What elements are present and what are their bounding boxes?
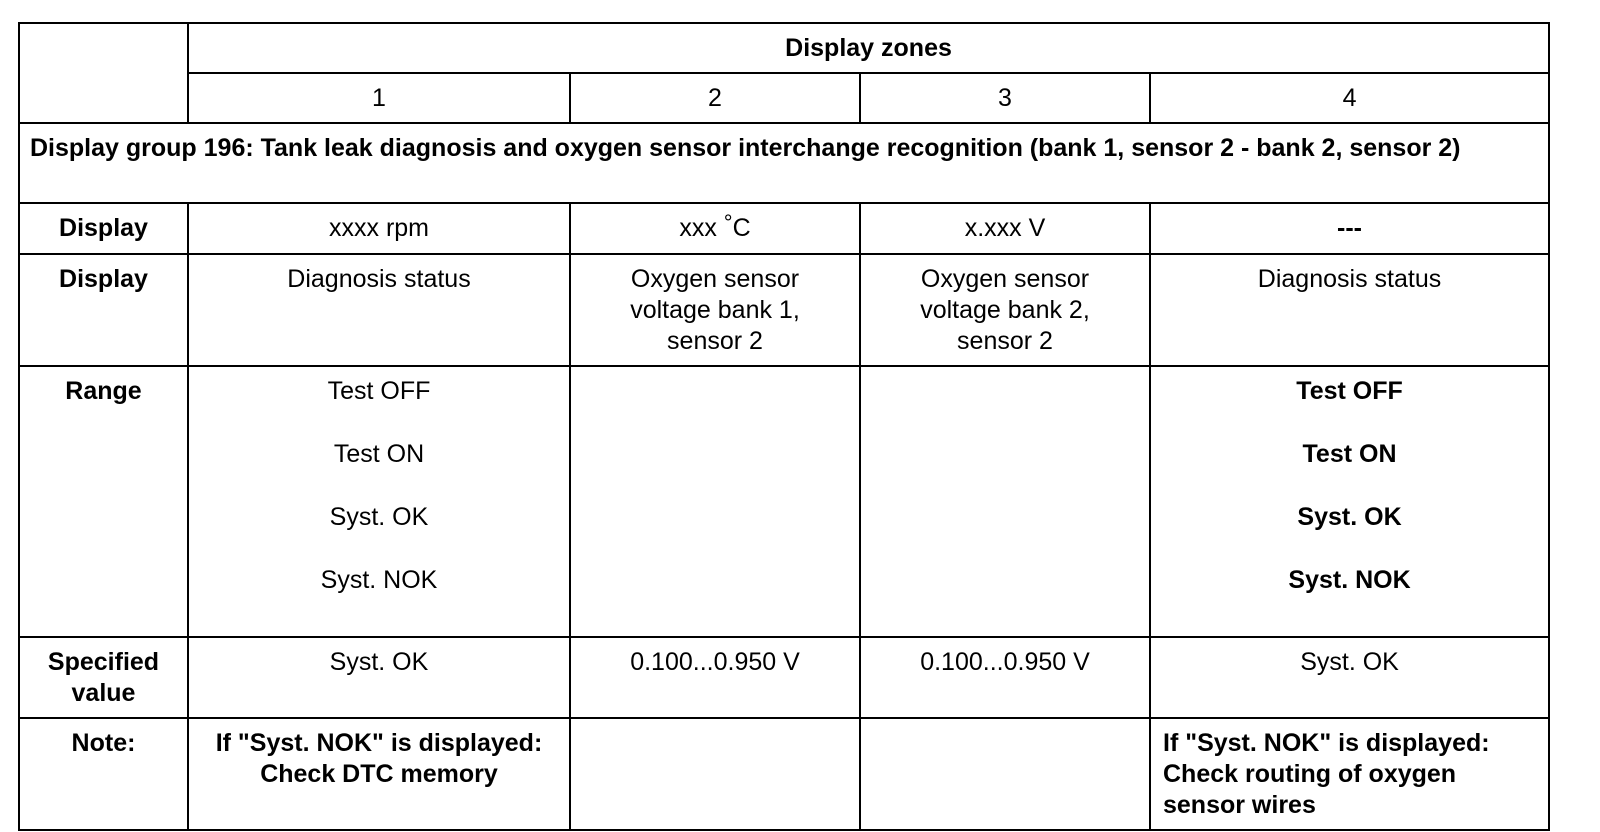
note-zone-3 (860, 718, 1150, 830)
row-label-note: Note: (19, 718, 188, 830)
zone-number-3: 3 (860, 73, 1150, 123)
display-desc-zone-4: Diagnosis status (1150, 254, 1549, 366)
temp-placeholder: xxx (679, 214, 717, 242)
specified-row (19, 637, 1549, 718)
display-desc-zone-2: Oxygen sensor voltage bank 1, sensor 2 (570, 254, 860, 366)
display-zones-header: Display zones (188, 23, 1549, 73)
row-label-range: Range (19, 366, 188, 637)
range-zone-4 (1150, 366, 1549, 637)
note-line: Check DTC memory (260, 760, 498, 788)
zone-number-4: 4 (1150, 73, 1549, 123)
specified-zone-1: Syst. OK (188, 637, 570, 718)
note-zone-4: If "Syst. NOK" is displayed: Check routing of oxygen sensor wires (1150, 718, 1549, 830)
specified-zone-3: 0.100...0.950 V (860, 637, 1150, 718)
note-line: If "Syst. NOK" is displayed: (215, 729, 543, 757)
range-item: Syst. NOK (320, 566, 438, 594)
note-row (19, 718, 1549, 830)
header-row-zones (19, 23, 1549, 73)
note-zone-1 (188, 718, 570, 830)
temp-unit: C (732, 214, 751, 242)
range-item: Test ON (1302, 440, 1397, 468)
display-units-row (19, 203, 1549, 254)
display-units-zone-2 (570, 203, 860, 254)
display-desc-zone-3: Oxygen sensor voltage bank 2, sensor 2 (860, 254, 1150, 366)
range-item: Syst. NOK (1288, 566, 1411, 594)
range-zone-1 (188, 366, 570, 637)
display-units-zone-3: x.xxx V (860, 203, 1150, 254)
range-zone-2 (570, 366, 860, 637)
corner-cell (19, 23, 188, 123)
range-item: Test ON (333, 440, 425, 468)
header-row-numbers (19, 73, 1549, 123)
row-label-display: Display (19, 203, 188, 254)
row-label-display-desc: Display (19, 254, 188, 366)
note-zone-2 (570, 718, 860, 830)
specified-zone-4: Syst. OK (1150, 637, 1549, 718)
zone-number-1: 1 (188, 73, 570, 123)
specified-zone-2: 0.100...0.950 V (570, 637, 860, 718)
display-units-zone-4: --- (1150, 203, 1549, 254)
degree-symbol: ° (723, 210, 733, 235)
row-label-specified: Specified value (19, 637, 188, 718)
display-group-table (18, 22, 1550, 831)
range-zone-3 (860, 366, 1150, 637)
range-item: Test OFF (1296, 377, 1403, 405)
range-row (19, 366, 1549, 637)
display-units-zone-1: xxxx rpm (188, 203, 570, 254)
display-desc-zone-1: Diagnosis status (188, 254, 570, 366)
range-item: Test OFF (327, 377, 431, 405)
zone-number-2: 2 (570, 73, 860, 123)
range-item: Syst. OK (329, 503, 429, 531)
group-title: Display group 196: Tank leak diagnosis and oxygen sensor interchange recognition (bank 1, sensor 2 - bank 2, sensor 2) (19, 123, 1549, 203)
group-title-row (19, 123, 1549, 203)
range-item: Syst. OK (1297, 503, 1402, 531)
display-desc-row (19, 254, 1549, 366)
